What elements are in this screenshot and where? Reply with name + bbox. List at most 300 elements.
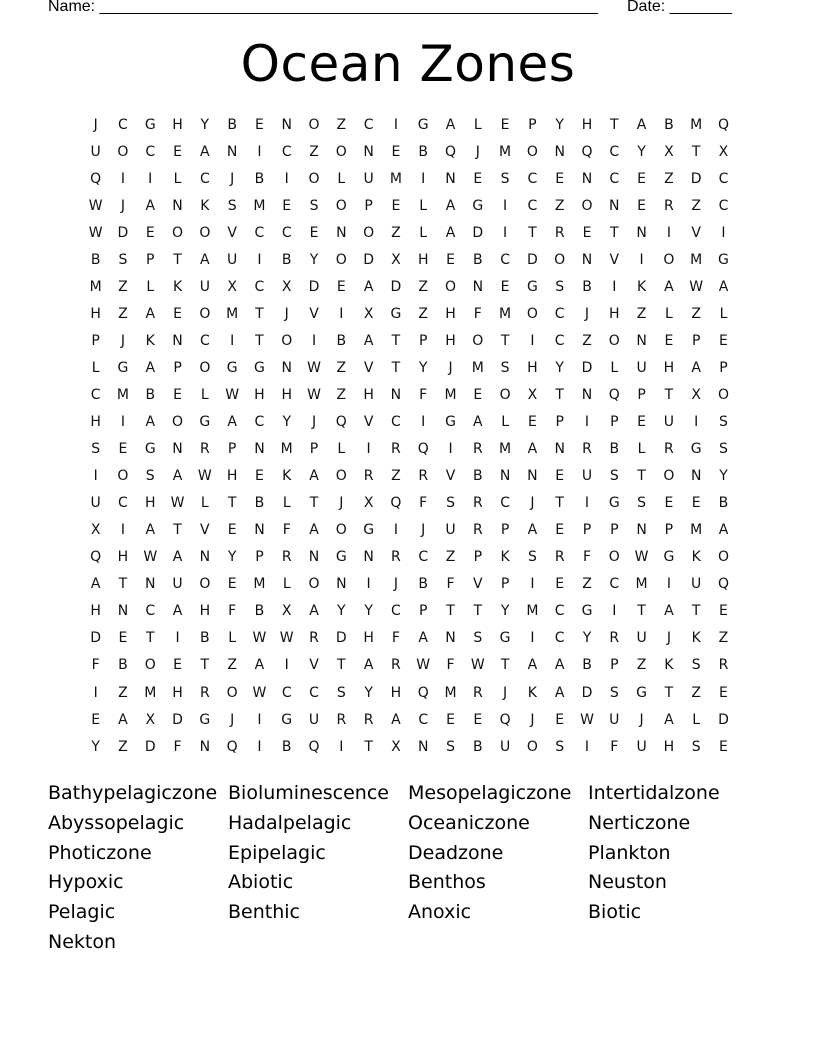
grid-letter[interactable]: A: [445, 116, 456, 133]
grid-letter[interactable]: P: [664, 522, 674, 539]
grid-letter[interactable]: E: [719, 603, 728, 620]
grid-letter[interactable]: E: [391, 197, 401, 214]
grid-letter[interactable]: G: [608, 495, 620, 512]
grid-letter[interactable]: Q: [444, 143, 457, 160]
grid-letter[interactable]: D: [172, 711, 183, 728]
grid-letter[interactable]: J: [120, 332, 126, 349]
grid-letter[interactable]: I: [230, 332, 235, 349]
grid-letter[interactable]: L: [282, 495, 291, 512]
grid-letter[interactable]: X: [527, 386, 538, 403]
grid-letter[interactable]: N: [445, 630, 456, 647]
grid-letter[interactable]: B: [90, 251, 101, 268]
grid-letter[interactable]: E: [691, 495, 701, 512]
grid-letter[interactable]: C: [391, 603, 401, 620]
grid-letter[interactable]: E: [173, 305, 182, 322]
grid-letter[interactable]: A: [145, 522, 156, 539]
grid-letter[interactable]: P: [500, 522, 510, 539]
grid-letter[interactable]: Q: [335, 414, 347, 431]
grid-letter[interactable]: U: [581, 468, 593, 485]
grid-letter[interactable]: S: [145, 468, 155, 485]
grid-letter[interactable]: E: [555, 522, 565, 539]
grid-letter[interactable]: H: [663, 359, 675, 376]
grid-letter[interactable]: V: [227, 224, 237, 241]
grid-letter[interactable]: R: [391, 549, 401, 566]
grid-letter[interactable]: R: [391, 441, 401, 458]
grid-letter[interactable]: A: [391, 711, 401, 728]
grid-letter[interactable]: C: [609, 143, 620, 160]
grid-letter[interactable]: N: [581, 170, 593, 187]
grid-letter[interactable]: D: [363, 251, 374, 268]
grid-letter[interactable]: E: [255, 468, 264, 485]
grid-letter[interactable]: A: [691, 359, 701, 376]
grid-letter[interactable]: E: [500, 278, 510, 295]
grid-letter[interactable]: B: [227, 116, 237, 133]
grid-letter[interactable]: O: [526, 143, 538, 160]
grid-letter[interactable]: O: [608, 549, 620, 566]
grid-letter[interactable]: H: [144, 495, 156, 512]
grid-letter[interactable]: H: [281, 386, 292, 403]
grid-letter[interactable]: W: [197, 468, 212, 485]
grid-letter[interactable]: U: [199, 278, 210, 295]
grid-letter[interactable]: J: [230, 711, 235, 728]
grid-letter[interactable]: O: [172, 414, 184, 431]
grid-letter[interactable]: Y: [282, 414, 291, 431]
grid-letter[interactable]: C: [418, 711, 429, 728]
grid-letter[interactable]: Q: [581, 143, 593, 160]
grid-letter[interactable]: T: [691, 143, 701, 160]
grid-letter[interactable]: C: [500, 251, 510, 268]
grid-letter[interactable]: I: [639, 251, 644, 268]
grid-letter[interactable]: R: [281, 549, 292, 566]
grid-letter[interactable]: G: [445, 414, 456, 431]
grid-letter[interactable]: A: [309, 468, 319, 485]
grid-letter[interactable]: J: [639, 711, 644, 728]
grid-letter[interactable]: A: [363, 332, 374, 349]
grid-letter[interactable]: S: [719, 414, 728, 431]
grid-letter[interactable]: A: [527, 522, 538, 539]
grid-letter[interactable]: Z: [664, 170, 674, 187]
grid-letter[interactable]: K: [282, 468, 292, 485]
grid-letter[interactable]: O: [199, 576, 211, 593]
grid-letter[interactable]: Y: [418, 359, 428, 376]
grid-letter[interactable]: Z: [309, 143, 319, 160]
grid-letter[interactable]: O: [363, 224, 375, 241]
grid-letter[interactable]: O: [281, 332, 293, 349]
grid-letter[interactable]: B: [254, 495, 265, 512]
grid-letter[interactable]: E: [255, 116, 264, 133]
grid-letter[interactable]: A: [473, 414, 483, 431]
grid-letter[interactable]: C: [309, 684, 319, 701]
grid-letter[interactable]: M: [226, 305, 239, 322]
grid-letter[interactable]: Y: [364, 603, 373, 620]
grid-letter[interactable]: J: [284, 305, 289, 322]
grid-letter[interactable]: B: [582, 278, 592, 295]
grid-letter[interactable]: Y: [555, 359, 564, 376]
grid-letter[interactable]: I: [503, 197, 508, 214]
grid-letter[interactable]: J: [339, 495, 344, 512]
grid-letter[interactable]: T: [255, 332, 264, 349]
grid-letter[interactable]: I: [721, 224, 726, 241]
grid-letter[interactable]: M: [280, 441, 293, 458]
grid-letter[interactable]: C: [254, 278, 265, 295]
grid-letter[interactable]: A: [527, 441, 538, 458]
grid-letter[interactable]: L: [473, 116, 482, 133]
grid-letter[interactable]: B: [473, 738, 483, 755]
grid-letter[interactable]: T: [391, 332, 401, 349]
grid-letter[interactable]: J: [230, 170, 235, 187]
grid-letter[interactable]: I: [339, 738, 344, 755]
grid-letter[interactable]: I: [393, 116, 398, 133]
grid-letter[interactable]: R: [391, 657, 401, 674]
grid-letter[interactable]: E: [555, 576, 565, 593]
grid-letter[interactable]: G: [281, 711, 293, 728]
grid-letter[interactable]: F: [419, 386, 428, 403]
grid-letter[interactable]: Y: [227, 549, 237, 566]
grid-letter[interactable]: I: [120, 414, 126, 431]
grid-letter[interactable]: A: [363, 657, 374, 674]
grid-letter[interactable]: J: [421, 522, 426, 539]
grid-letter[interactable]: C: [118, 116, 128, 133]
grid-letter[interactable]: E: [527, 414, 537, 431]
grid-letter[interactable]: N: [336, 576, 347, 593]
grid-letter[interactable]: W: [252, 630, 267, 647]
grid-letter[interactable]: N: [581, 251, 593, 268]
grid-letter[interactable]: L: [282, 576, 291, 593]
grid-letter[interactable]: L: [637, 441, 646, 458]
grid-letter[interactable]: T: [118, 576, 128, 593]
grid-letter[interactable]: K: [636, 278, 647, 295]
grid-letter[interactable]: I: [257, 143, 262, 160]
grid-letter[interactable]: L: [173, 170, 182, 187]
grid-letter[interactable]: N: [554, 441, 565, 458]
grid-letter[interactable]: B: [118, 657, 128, 674]
grid-letter[interactable]: E: [91, 711, 101, 728]
grid-letter[interactable]: E: [473, 711, 483, 728]
grid-letter[interactable]: D: [144, 738, 156, 755]
grid-letter[interactable]: F: [173, 738, 182, 755]
grid-letter[interactable]: V: [609, 251, 620, 268]
grid-letter[interactable]: E: [473, 170, 483, 187]
grid-letter[interactable]: Q: [717, 116, 729, 133]
grid-letter[interactable]: M: [253, 197, 266, 214]
grid-letter[interactable]: I: [366, 441, 371, 458]
grid-letter[interactable]: O: [199, 359, 211, 376]
grid-letter[interactable]: O: [117, 143, 129, 160]
grid-letter[interactable]: D: [581, 684, 593, 701]
grid-letter[interactable]: C: [254, 414, 265, 431]
grid-letter[interactable]: E: [719, 332, 728, 349]
grid-letter[interactable]: W: [252, 684, 267, 701]
grid-letter[interactable]: R: [472, 495, 483, 512]
grid-letter[interactable]: P: [146, 251, 155, 268]
grid-letter[interactable]: N: [199, 738, 211, 755]
grid-letter[interactable]: N: [690, 468, 702, 485]
grid-letter[interactable]: H: [609, 305, 620, 322]
grid-letter[interactable]: D: [472, 224, 484, 241]
grid-letter[interactable]: Z: [636, 305, 647, 322]
grid-letter[interactable]: M: [690, 251, 703, 268]
grid-letter[interactable]: S: [473, 630, 483, 647]
grid-letter[interactable]: V: [309, 657, 319, 674]
grid-letter[interactable]: T: [610, 224, 619, 241]
grid-letter[interactable]: Y: [200, 116, 210, 133]
grid-letter[interactable]: O: [335, 468, 347, 485]
grid-letter[interactable]: J: [530, 711, 535, 728]
grid-letter[interactable]: O: [472, 332, 484, 349]
grid-letter[interactable]: S: [609, 468, 619, 485]
grid-letter[interactable]: Z: [636, 657, 647, 674]
grid-letter[interactable]: F: [419, 495, 428, 512]
grid-letter[interactable]: D: [117, 224, 129, 241]
grid-letter[interactable]: P: [255, 549, 264, 566]
grid-letter[interactable]: R: [582, 441, 592, 458]
grid-letter[interactable]: O: [717, 549, 729, 566]
grid-letter[interactable]: T: [173, 251, 182, 268]
grid-letter[interactable]: B: [609, 441, 620, 458]
grid-letter[interactable]: S: [309, 197, 319, 214]
grid-letter[interactable]: N: [363, 143, 374, 160]
grid-letter[interactable]: H: [390, 684, 402, 701]
grid-letter[interactable]: G: [718, 251, 729, 268]
grid-letter[interactable]: W: [689, 278, 704, 295]
grid-letter[interactable]: R: [472, 522, 483, 539]
grid-letter[interactable]: T: [391, 359, 401, 376]
grid-letter[interactable]: E: [719, 738, 728, 755]
grid-letter[interactable]: D: [390, 278, 402, 295]
grid-letter[interactable]: R: [336, 711, 347, 728]
grid-letter[interactable]: I: [120, 522, 126, 539]
grid-letter[interactable]: W: [170, 495, 185, 512]
grid-letter[interactable]: F: [282, 522, 291, 539]
grid-letter[interactable]: P: [528, 116, 537, 133]
grid-letter[interactable]: R: [199, 441, 210, 458]
grid-letter[interactable]: H: [117, 549, 129, 566]
grid-letter[interactable]: H: [417, 251, 429, 268]
grid-letter[interactable]: S: [227, 197, 237, 214]
grid-letter[interactable]: Q: [417, 441, 429, 458]
grid-letter[interactable]: W: [143, 549, 158, 566]
grid-letter[interactable]: A: [418, 630, 428, 647]
grid-letter[interactable]: I: [421, 414, 426, 431]
grid-letter[interactable]: N: [254, 522, 265, 539]
grid-letter[interactable]: E: [500, 116, 510, 133]
grid-letter[interactable]: D: [527, 251, 538, 268]
grid-letter[interactable]: I: [448, 441, 453, 458]
grid-letter[interactable]: H: [527, 359, 538, 376]
grid-letter[interactable]: U: [636, 630, 647, 647]
grid-letter[interactable]: I: [584, 495, 590, 512]
grid-letter[interactable]: O: [526, 738, 538, 755]
grid-letter[interactable]: C: [527, 197, 538, 214]
grid-letter[interactable]: P: [309, 441, 319, 458]
grid-letter[interactable]: R: [554, 224, 565, 241]
grid-letter[interactable]: L: [501, 414, 509, 431]
grid-letter[interactable]: O: [717, 386, 729, 403]
grid-letter[interactable]: B: [336, 332, 347, 349]
grid-letter[interactable]: J: [448, 359, 453, 376]
grid-letter[interactable]: U: [445, 522, 456, 539]
grid-letter[interactable]: L: [719, 305, 728, 322]
grid-letter[interactable]: M: [499, 441, 512, 458]
grid-letter[interactable]: C: [554, 332, 565, 349]
grid-letter[interactable]: P: [610, 657, 619, 674]
grid-letter[interactable]: Z: [118, 278, 128, 295]
grid-letter[interactable]: L: [664, 305, 673, 322]
grid-letter[interactable]: O: [199, 224, 211, 241]
grid-letter[interactable]: C: [281, 143, 292, 160]
grid-letter[interactable]: U: [663, 414, 674, 431]
grid-letter[interactable]: E: [227, 522, 237, 539]
grid-letter[interactable]: Y: [309, 251, 319, 268]
grid-letter[interactable]: A: [145, 359, 156, 376]
grid-letter[interactable]: U: [308, 711, 320, 728]
grid-letter[interactable]: T: [255, 305, 264, 322]
grid-letter[interactable]: V: [363, 414, 374, 431]
grid-letter[interactable]: A: [172, 468, 183, 485]
grid-letter[interactable]: T: [309, 495, 319, 512]
grid-letter[interactable]: I: [530, 332, 535, 349]
grid-letter[interactable]: A: [664, 603, 674, 620]
grid-letter[interactable]: S: [637, 495, 647, 512]
grid-letter[interactable]: C: [199, 332, 210, 349]
grid-letter[interactable]: M: [253, 576, 266, 593]
grid-letter[interactable]: P: [418, 603, 428, 620]
grid-letter[interactable]: R: [664, 441, 674, 458]
grid-letter[interactable]: I: [530, 576, 535, 593]
grid-letter[interactable]: O: [117, 468, 129, 485]
grid-letter[interactable]: U: [363, 170, 374, 187]
grid-letter[interactable]: I: [666, 224, 671, 241]
grid-letter[interactable]: D: [90, 630, 102, 647]
grid-letter[interactable]: N: [445, 170, 456, 187]
grid-letter[interactable]: K: [527, 684, 537, 701]
grid-letter[interactable]: H: [445, 305, 456, 322]
grid-letter[interactable]: C: [500, 495, 510, 512]
grid-letter[interactable]: A: [172, 549, 183, 566]
grid-letter[interactable]: S: [691, 657, 701, 674]
grid-letter[interactable]: E: [637, 414, 647, 431]
grid-letter[interactable]: T: [364, 738, 373, 755]
grid-letter[interactable]: Z: [582, 332, 592, 349]
grid-letter[interactable]: E: [282, 197, 292, 214]
grid-letter[interactable]: O: [335, 197, 347, 214]
grid-letter[interactable]: N: [172, 332, 183, 349]
grid-letter[interactable]: C: [281, 224, 292, 241]
grid-letter[interactable]: H: [445, 332, 456, 349]
grid-letter[interactable]: I: [120, 170, 126, 187]
grid-letter[interactable]: J: [311, 414, 317, 431]
grid-letter[interactable]: S: [691, 738, 701, 755]
grid-letter[interactable]: H: [90, 603, 101, 620]
grid-letter[interactable]: Z: [418, 278, 428, 295]
grid-letter[interactable]: J: [530, 495, 535, 512]
grid-letter[interactable]: U: [691, 576, 702, 593]
grid-letter[interactable]: P: [719, 359, 728, 376]
grid-letter[interactable]: H: [199, 603, 211, 620]
grid-letter[interactable]: E: [118, 441, 128, 458]
grid-letter[interactable]: Z: [691, 684, 701, 701]
grid-letter[interactable]: G: [199, 711, 211, 728]
grid-letter[interactable]: M: [444, 684, 457, 701]
grid-letter[interactable]: M: [690, 522, 703, 539]
grid-letter[interactable]: I: [612, 278, 617, 295]
grid-letter[interactable]: F: [446, 657, 455, 674]
grid-letter[interactable]: I: [311, 332, 317, 349]
grid-letter[interactable]: H: [363, 386, 374, 403]
grid-letter[interactable]: T: [227, 495, 237, 512]
grid-letter[interactable]: C: [118, 495, 128, 512]
grid-letter[interactable]: L: [337, 441, 346, 458]
grid-letter[interactable]: D: [581, 359, 593, 376]
grid-letter[interactable]: N: [499, 468, 511, 485]
grid-letter[interactable]: U: [227, 251, 238, 268]
grid-letter[interactable]: H: [254, 386, 265, 403]
grid-letter[interactable]: N: [527, 468, 538, 485]
grid-letter[interactable]: S: [555, 278, 565, 295]
grid-letter[interactable]: F: [446, 576, 455, 593]
grid-letter[interactable]: E: [664, 495, 674, 512]
grid-letter[interactable]: A: [445, 197, 456, 214]
grid-letter[interactable]: Q: [308, 738, 320, 755]
grid-letter[interactable]: N: [554, 143, 565, 160]
grid-letter[interactable]: N: [254, 441, 265, 458]
grid-letter[interactable]: X: [391, 251, 401, 268]
grid-letter[interactable]: W: [279, 630, 294, 647]
grid-letter[interactable]: Q: [226, 738, 238, 755]
grid-letter[interactable]: X: [227, 278, 237, 295]
grid-letter[interactable]: Y: [637, 143, 646, 160]
grid-letter[interactable]: Y: [719, 468, 728, 485]
grid-letter[interactable]: U: [609, 711, 620, 728]
grid-letter[interactable]: I: [175, 630, 180, 647]
grid-letter[interactable]: T: [637, 603, 646, 620]
grid-letter[interactable]: E: [582, 224, 592, 241]
grid-letter[interactable]: B: [473, 251, 483, 268]
grid-letter[interactable]: E: [446, 251, 455, 268]
grid-letter[interactable]: N: [172, 441, 183, 458]
grid-letter[interactable]: A: [636, 116, 647, 133]
grid-letter[interactable]: Z: [718, 630, 729, 647]
grid-letter[interactable]: R: [609, 630, 620, 647]
grid-letter[interactable]: B: [418, 143, 429, 160]
grid-letter[interactable]: X: [718, 143, 729, 160]
grid-letter[interactable]: W: [307, 386, 321, 403]
grid-letter[interactable]: N: [281, 116, 292, 133]
grid-letter[interactable]: Z: [391, 468, 401, 485]
grid-letter[interactable]: Z: [336, 386, 347, 403]
grid-letter[interactable]: T: [446, 603, 455, 620]
grid-letter[interactable]: V: [200, 522, 210, 539]
grid-letter[interactable]: O: [526, 305, 538, 322]
grid-letter[interactable]: P: [418, 332, 428, 349]
grid-letter[interactable]: M: [89, 278, 102, 295]
grid-letter[interactable]: R: [418, 468, 429, 485]
grid-letter[interactable]: N: [336, 224, 347, 241]
grid-letter[interactable]: L: [200, 386, 209, 403]
grid-letter[interactable]: Z: [418, 305, 428, 322]
grid-letter[interactable]: B: [418, 576, 429, 593]
grid-letter[interactable]: H: [172, 684, 183, 701]
grid-letter[interactable]: S: [500, 359, 510, 376]
grid-letter[interactable]: E: [446, 711, 455, 728]
grid-letter[interactable]: C: [391, 414, 401, 431]
grid-letter[interactable]: Z: [227, 657, 237, 674]
grid-letter[interactable]: B: [145, 386, 156, 403]
grid-letter[interactable]: M: [690, 116, 703, 133]
grid-letter[interactable]: S: [500, 170, 510, 187]
grid-letter[interactable]: A: [90, 576, 101, 593]
grid-letter[interactable]: E: [637, 170, 647, 187]
